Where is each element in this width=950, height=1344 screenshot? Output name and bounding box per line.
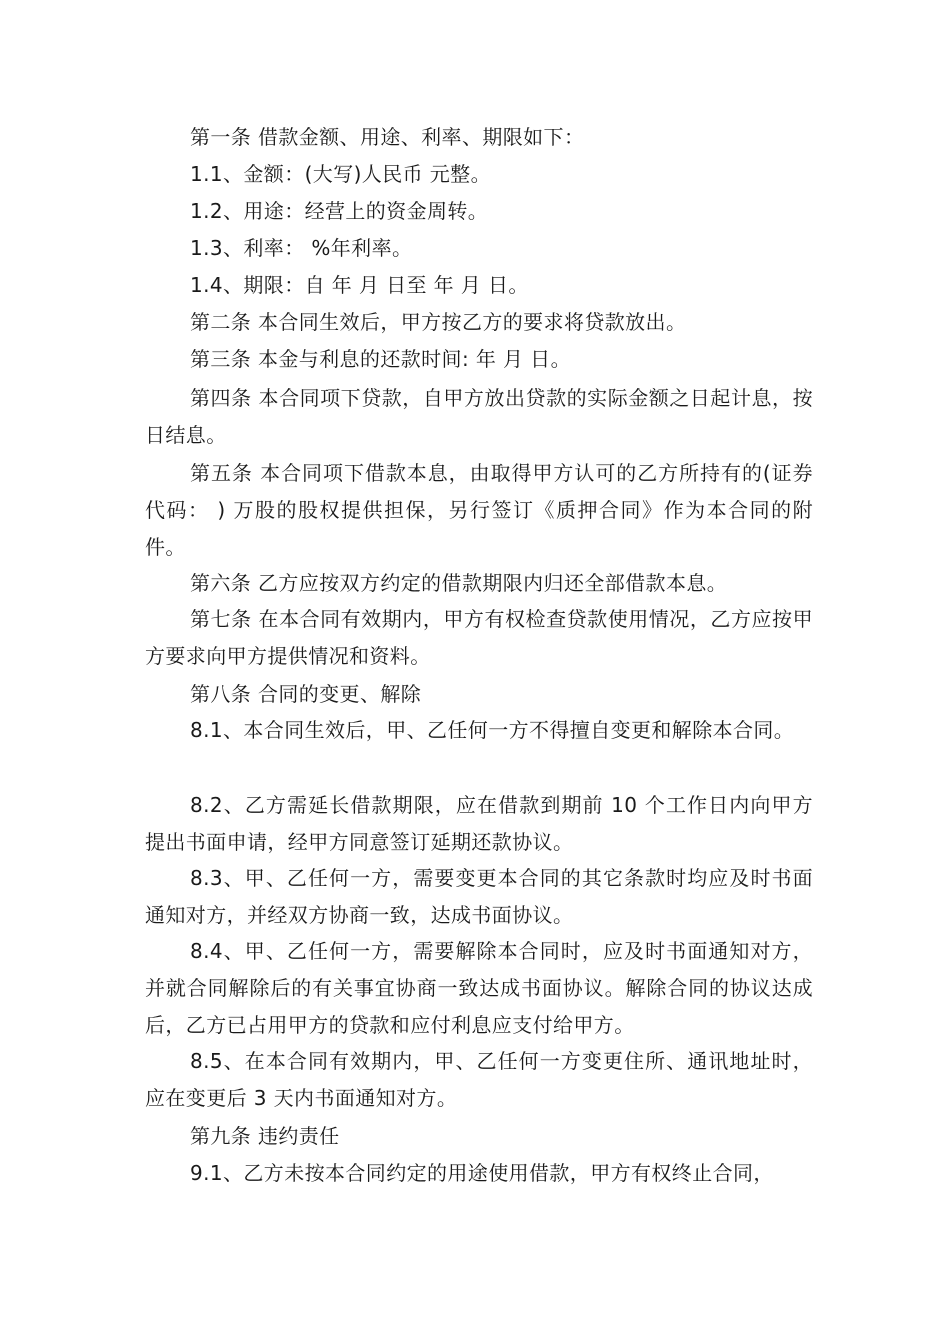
clause-1-2: 1.2、用途：经营上的资金周转。 (190, 199, 489, 223)
article-5: 第五条 本合同项下借款本息，由取得甲方认可的乙方所持有的(证券代码： ) 万股的股权提供担保，另行签订《质押合同》作为本合同的附件。 (145, 461, 813, 559)
article-6: 第六条 乙方应按双方约定的借款期限内归还全部借款本息。 (190, 571, 728, 595)
clause-8-5: 8.5、在本合同有效期内，甲、乙任何一方变更住所、通讯地址时，应在变更后 3 天内书面通知对方。 (145, 1049, 813, 1110)
article-9-heading: 第九条 违约责任 (190, 1124, 340, 1148)
clause-8-2: 8.2、乙方需延长借款期限，应在借款到期前 10 个工作日内向甲方提出书面申请，经甲方同意签订延期还款协议。 (145, 793, 813, 854)
article-8-heading: 第八条 合同的变更、解除 (190, 682, 422, 706)
clause-1-4: 1.4、期限：自 年 月 日至 年 月 日。 (190, 273, 529, 297)
article-4: 第四条 本合同项下贷款，自甲方放出贷款的实际金额之日起计息，按日结息。 (145, 386, 813, 447)
article-7: 第七条 在本合同有效期内，甲方有权检查贷款使用情况，乙方应按甲方要求向甲方提供情况和资料。 (145, 607, 813, 668)
clause-8-4: 8.4、甲、乙任何一方，需要解除本合同时，应及时书面通知对方，并就合同解除后的有关事宜协商一致达成书面协议。解除合同的协议达成后，乙方已占用甲方的贷款和应付利息应支付给甲方。 (145, 939, 813, 1037)
article-3: 第三条 本金与利息的还款时间: 年 月 日。 (190, 347, 571, 371)
article-1-heading: 第一条 借款金额、用途、利率、期限如下： (190, 125, 585, 149)
clause-9-1: 9.1、乙方未按本合同约定的用途使用借款，甲方有权终止合同， (190, 1161, 774, 1185)
clause-1-3: 1.3、利率： %年利率。 (190, 236, 413, 260)
clause-8-1: 8.1、本合同生效后，甲、乙任何一方不得擅自变更和解除本合同。 (190, 718, 795, 742)
clause-1-1: 1.1、金额：(大写)人民币 元整。 (190, 162, 491, 186)
clause-8-3: 8.3、甲、乙任何一方，需要变更本合同的其它条款时均应及时书面通知对方，并经双方协商一致，达成书面协议。 (145, 866, 813, 927)
article-2: 第二条 本合同生效后，甲方按乙方的要求将贷款放出。 (190, 310, 687, 334)
